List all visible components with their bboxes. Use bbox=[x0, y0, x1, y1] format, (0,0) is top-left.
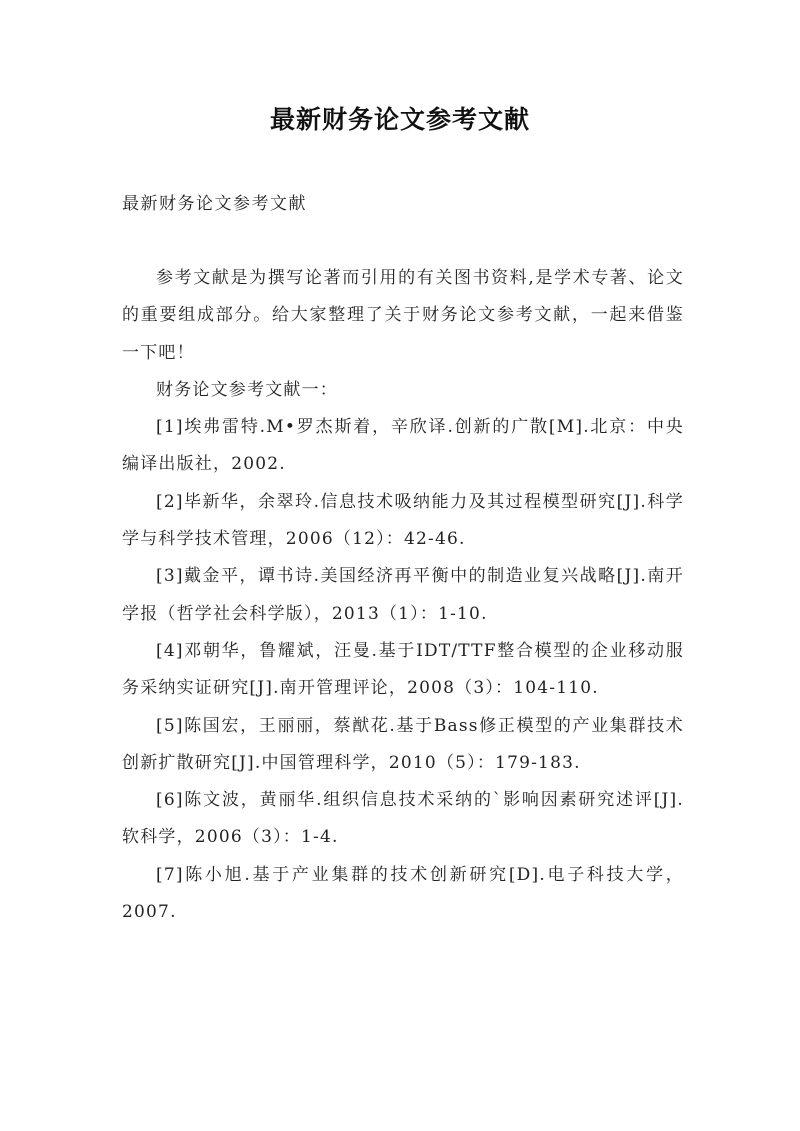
document-subtitle: 最新财务论文参考文献 bbox=[122, 194, 307, 214]
reference-item: [7]陈小旭.基于产业集群的技术创新研究[D].电子科技大学，2007. bbox=[122, 864, 684, 923]
document-title: 最新财务论文参考文献 bbox=[269, 105, 530, 134]
reference-item: [1]埃弗雷特.M•罗杰斯着，辛欣译.创新的广散[M].北京：中央编译出版社，2002. bbox=[122, 417, 684, 475]
reference-item: [4]邓朝华，鲁耀斌，汪曼.基于IDT/TTF整合模型的企业移动服务采纳实证研究[J].南开管理评论，2008（3）：104-110. bbox=[122, 640, 684, 699]
reference-item: [2]毕新华，余翠玲.信息技术吸纳能力及其过程模型研究[J].科学学与科学技术管理，2006（12）：42-46. bbox=[122, 491, 684, 550]
section-heading: 财务论文参考文献一： bbox=[156, 379, 338, 400]
intro-paragraph: 参考文献是为撰写论著而引用的有关图书资料,是学术专著、论文的重要组成部分。给大家整理了关于财务论文参考文献，一起来借鉴一下吧！ bbox=[122, 268, 684, 363]
reference-item: [3]戴金平，谭书诗.美国经济再平衡中的制造业复兴战略[J].南开学报（哲学社会科学版），2013（1）：1-10. bbox=[122, 566, 684, 624]
reference-item: [6]陈文波，黄丽华.组织信息技术采纳的`影响因素研究述评[J].软科学，2006（3）：1-4. bbox=[122, 790, 684, 848]
reference-item: [5]陈国宏，王丽丽，蔡猷花.基于Bass修正模型的产业集群技术创新扩散研究[J].中国管理科学，2010（5）：179-183. bbox=[122, 715, 684, 773]
document-body bbox=[122, 260, 684, 931]
